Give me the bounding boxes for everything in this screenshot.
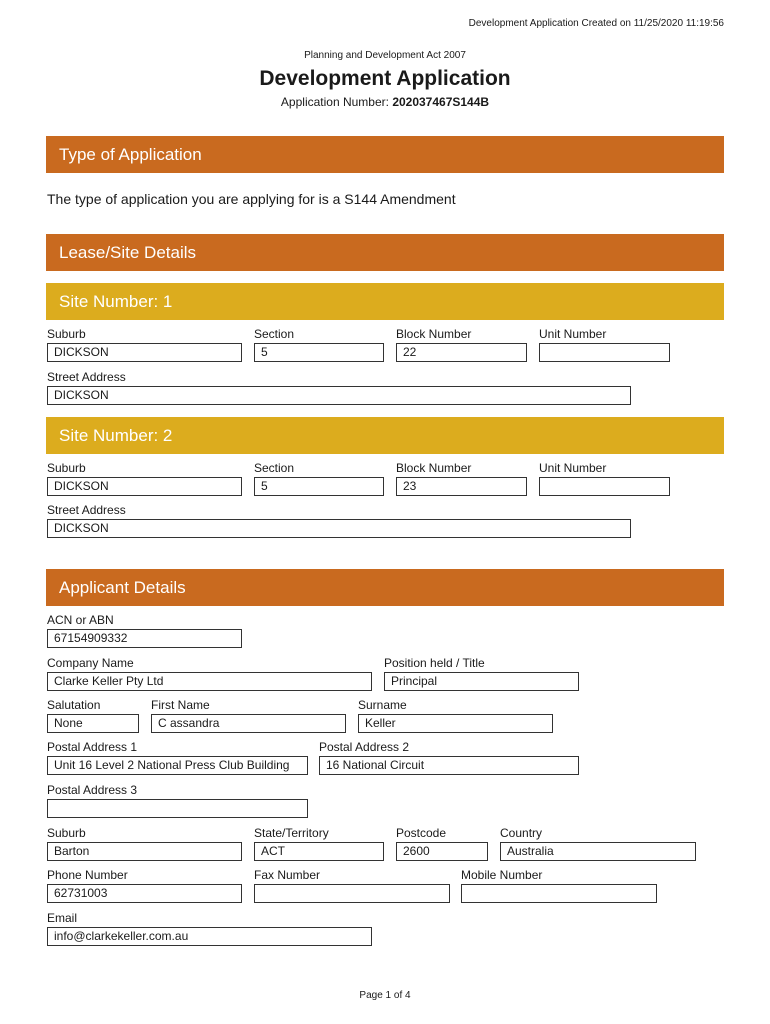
- site-2-suburb-field[interactable]: DICKSON: [47, 477, 242, 496]
- postal-address-1-field[interactable]: Unit 16 Level 2 National Press Club Building: [47, 756, 308, 775]
- page-title: Development Application: [259, 67, 511, 90]
- site-1-suburb-field[interactable]: DICKSON: [47, 343, 242, 362]
- site-2-section-label: Section: [254, 461, 295, 475]
- site-2-street-label: Street Address: [47, 503, 126, 517]
- site-1-section-label: Section: [254, 327, 295, 341]
- site-1-heading: Site Number: 1: [46, 283, 724, 320]
- surname-field[interactable]: Keller: [358, 714, 553, 733]
- application-number: [0, 95, 770, 109]
- applicant-details-heading: Applicant Details: [46, 569, 724, 606]
- postal-address-2-field[interactable]: 16 National Circuit: [319, 756, 579, 775]
- postal-address-3-label: Postal Address 3: [47, 783, 138, 797]
- email-field[interactable]: info@clarkekeller.com.au: [47, 927, 372, 946]
- postcode-field[interactable]: 2600: [396, 842, 488, 861]
- site-2-street-field[interactable]: DICKSON: [47, 519, 631, 538]
- site-1-section-field[interactable]: 5: [254, 343, 384, 362]
- site-2-heading: Site Number: 2: [46, 417, 724, 454]
- company-name-field[interactable]: Clarke Keller Pty Ltd: [47, 672, 372, 691]
- email-label: Email: [47, 911, 78, 925]
- fax-label: Fax Number: [254, 868, 321, 882]
- type-of-application-heading: Type of Application: [46, 136, 724, 173]
- act-name: Planning and Development Act 2007: [304, 50, 466, 61]
- salutation-label: Salutation: [47, 698, 101, 712]
- site-1-block-field[interactable]: 22: [396, 343, 527, 362]
- postal-address-2-label: Postal Address 2: [319, 740, 410, 754]
- position-label: Position held / Title: [384, 656, 485, 670]
- suburb-label: Suburb: [47, 826, 86, 840]
- site-1-suburb-label: Suburb: [47, 327, 86, 341]
- state-label: State/Territory: [254, 826, 329, 840]
- phone-field[interactable]: 62731003: [47, 884, 242, 903]
- fax-field[interactable]: [254, 884, 450, 903]
- application-number-label: Application Number:: [280, 95, 393, 109]
- first-name-field[interactable]: C assandra: [151, 714, 346, 733]
- site-2-block-label: Block Number: [396, 461, 472, 475]
- site-1-unit-label: Unit Number: [539, 327, 607, 341]
- acn-label: ACN or ABN: [47, 613, 114, 627]
- created-timestamp: Development Application Created on 11/25/2020 11:19:56: [468, 18, 724, 29]
- site-2-unit-field[interactable]: [539, 477, 670, 496]
- lease-site-details-heading: Lease/Site Details: [46, 234, 724, 271]
- page-number: Page 1 of 4: [359, 990, 411, 1001]
- application-type-text: The type of application you are applying for is a S144 Amendment: [47, 191, 456, 207]
- postcode-label: Postcode: [396, 826, 447, 840]
- country-label: Country: [500, 826, 543, 840]
- site-2-suburb-label: Suburb: [47, 461, 86, 475]
- country-field[interactable]: Australia: [500, 842, 696, 861]
- suburb-field[interactable]: Barton: [47, 842, 242, 861]
- position-field[interactable]: Principal: [384, 672, 579, 691]
- site-2-block-field[interactable]: 23: [396, 477, 527, 496]
- site-2-unit-label: Unit Number: [539, 461, 607, 475]
- acn-field[interactable]: 67154909332: [47, 629, 242, 648]
- mobile-label: Mobile Number: [461, 868, 543, 882]
- salutation-field[interactable]: None: [47, 714, 139, 733]
- site-1-unit-field[interactable]: [539, 343, 670, 362]
- site-2-section-field[interactable]: 5: [254, 477, 384, 496]
- site-1-street-label: Street Address: [47, 370, 126, 384]
- site-1-street-field[interactable]: DICKSON: [47, 386, 631, 405]
- first-name-label: First Name: [151, 698, 210, 712]
- surname-label: Surname: [358, 698, 407, 712]
- site-1-block-label: Block Number: [396, 327, 472, 341]
- mobile-field[interactable]: [461, 884, 657, 903]
- postal-address-3-field[interactable]: [47, 799, 308, 818]
- postal-address-1-label: Postal Address 1: [47, 740, 138, 754]
- state-field[interactable]: ACT: [254, 842, 384, 861]
- phone-label: Phone Number: [47, 868, 128, 882]
- application-number-value: 202037467S144B: [392, 95, 490, 109]
- company-name-label: Company Name: [47, 656, 134, 670]
